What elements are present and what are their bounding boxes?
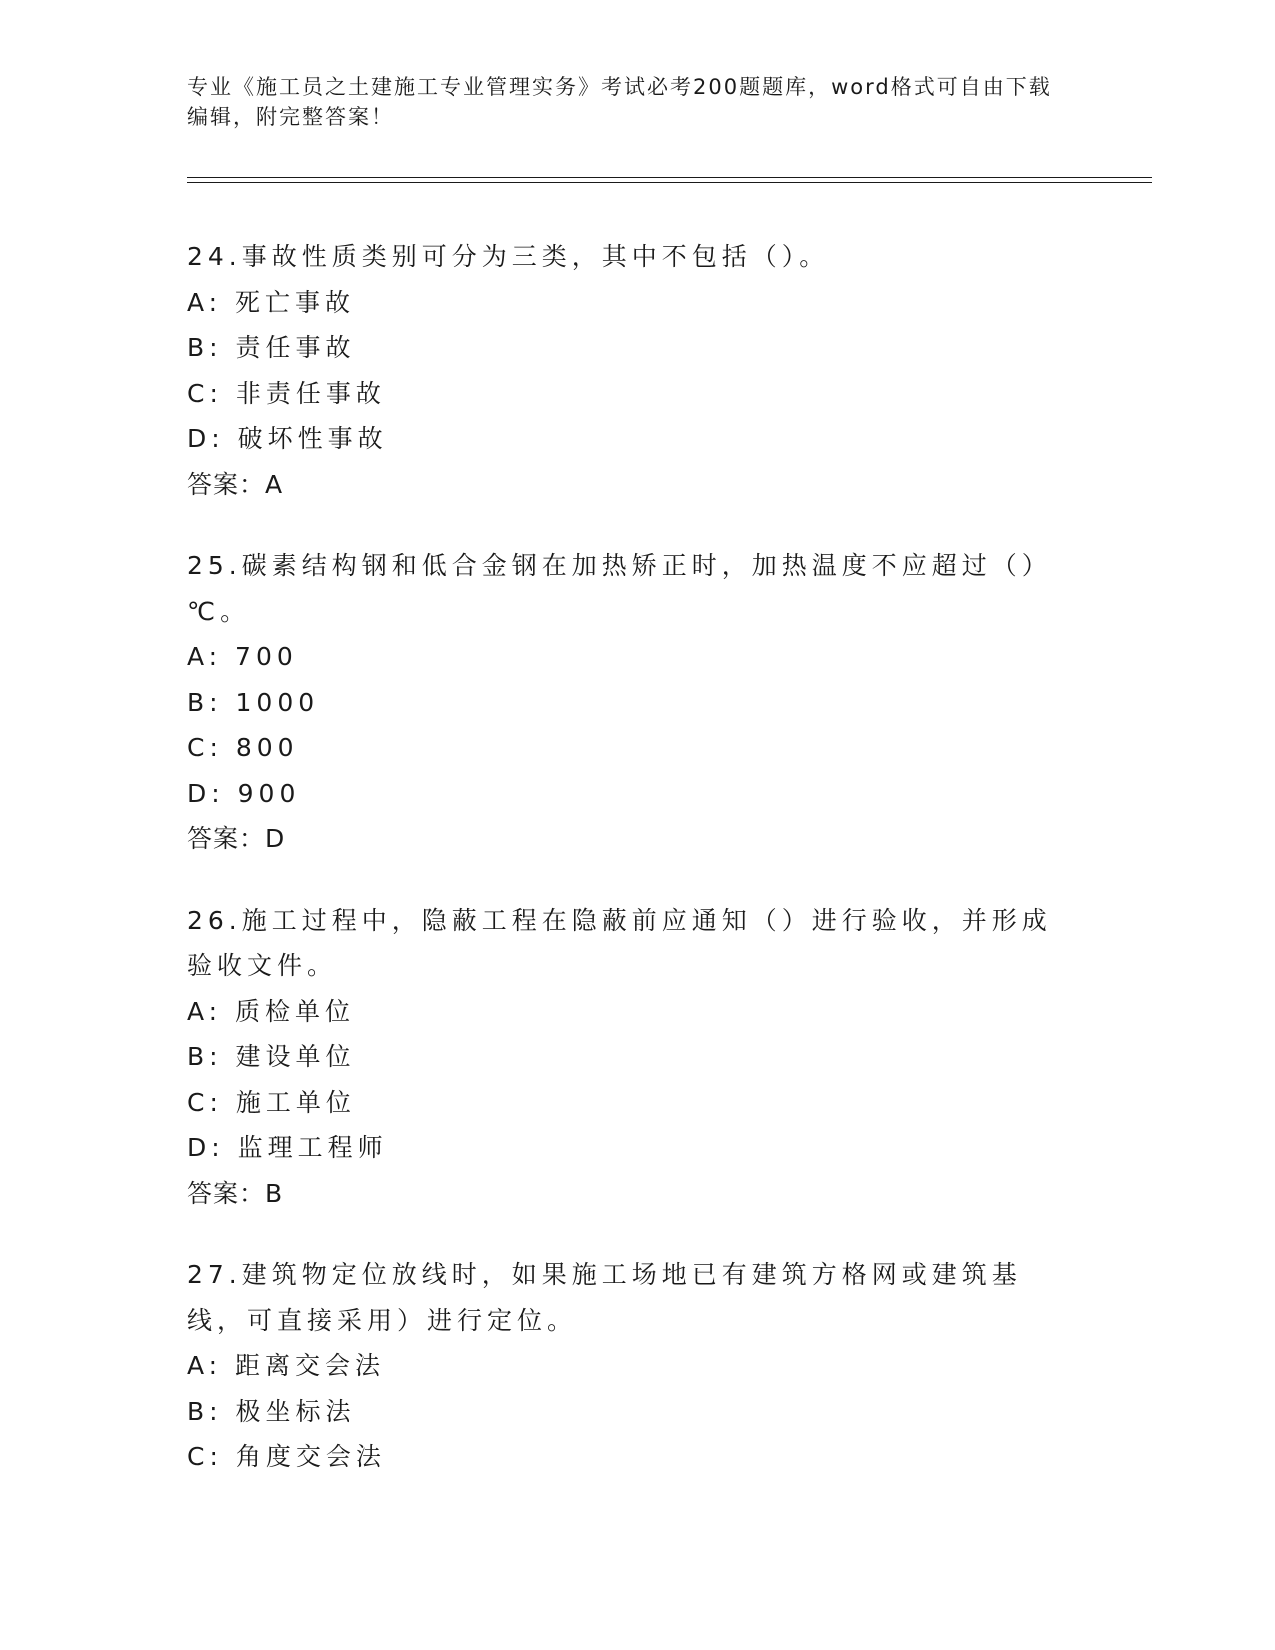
option-letter: C: xyxy=(187,1087,223,1117)
option-text: 800 xyxy=(235,733,299,762)
question-25 xyxy=(187,543,1087,862)
option-letter: D: xyxy=(187,1133,225,1162)
option-text: 责任事故 xyxy=(235,333,356,362)
option-c xyxy=(187,371,1087,417)
option-letter: C: xyxy=(187,1442,223,1471)
option-text: 900 xyxy=(237,778,301,808)
option-text: 角度交会法 xyxy=(235,1442,386,1471)
option-text: 700 xyxy=(235,642,298,671)
option-letter: B: xyxy=(187,687,223,717)
option-letter: A: xyxy=(187,287,223,317)
option-d xyxy=(187,416,1087,462)
answer-value: B xyxy=(265,1178,284,1208)
option-d xyxy=(187,1125,1087,1171)
option-a xyxy=(187,1343,1087,1389)
question-stem: 24.事故性质类别可分为三类，其中不包括（）。 xyxy=(187,242,830,271)
option-text: 1000 xyxy=(235,687,320,717)
option-b xyxy=(187,325,1087,371)
option-text: 死亡事故 xyxy=(235,287,356,317)
answer-line xyxy=(187,462,1087,508)
option-d xyxy=(187,771,1087,817)
option-letter: B: xyxy=(187,1042,223,1071)
option-letter: A: xyxy=(187,996,223,1026)
question-24 xyxy=(187,234,1087,507)
option-text: 距离交会法 xyxy=(235,1351,386,1380)
option-c xyxy=(187,1080,1087,1126)
question-27 xyxy=(187,1252,1087,1480)
question-stem: 25.碳素结构钢和低合金钢在加热矫正时，加热温度不应超过（）℃。 xyxy=(187,551,1052,626)
option-b xyxy=(187,1034,1087,1080)
option-letter: C: xyxy=(187,378,223,408)
answer-label: 答案： xyxy=(187,1178,266,1208)
option-text: 监理工程师 xyxy=(237,1133,388,1162)
option-a xyxy=(187,634,1087,680)
option-text: 非责任事故 xyxy=(235,378,386,408)
answer-value: D xyxy=(265,824,286,853)
option-b xyxy=(187,680,1087,726)
option-letter: A: xyxy=(187,1351,223,1380)
option-c xyxy=(187,725,1087,771)
option-letter: D: xyxy=(187,424,225,453)
answer-line xyxy=(187,816,1087,862)
option-c xyxy=(187,1434,1087,1480)
question-list xyxy=(187,234,1087,1516)
header-rule-bottom xyxy=(187,182,1152,183)
question-stem: 26.施工过程中，隐蔽工程在隐蔽前应通知（）进行验收，并形成验收文件。 xyxy=(187,905,1052,980)
option-text: 建设单位 xyxy=(235,1042,356,1071)
option-a xyxy=(187,989,1087,1035)
option-b xyxy=(187,1389,1087,1435)
answer-line xyxy=(187,1171,1087,1217)
option-letter: B: xyxy=(187,333,223,362)
document-header: 专业《施工员之土建施工专业管理实务》考试必考200题题库，word格式可自由下载编辑，附完整答案！ xyxy=(187,75,1052,129)
option-text: 质检单位 xyxy=(235,996,356,1026)
answer-label: 答案： xyxy=(187,824,266,853)
option-letter: C: xyxy=(187,733,223,762)
option-text: 极坐标法 xyxy=(235,1396,356,1426)
option-letter: A: xyxy=(187,642,223,671)
option-text: 施工单位 xyxy=(235,1087,356,1117)
option-letter: B: xyxy=(187,1396,223,1426)
option-a xyxy=(187,280,1087,326)
header-rule-top xyxy=(187,177,1152,178)
option-text: 破坏性事故 xyxy=(237,424,388,453)
answer-label: 答案： xyxy=(187,469,266,499)
option-letter: D: xyxy=(187,778,225,808)
answer-value: A xyxy=(265,469,284,499)
question-26 xyxy=(187,898,1087,1217)
question-stem: 27.建筑物定位放线时，如果施工场地已有建筑方格网或建筑基线，可直接采用）进行定位。 xyxy=(187,1260,1022,1335)
